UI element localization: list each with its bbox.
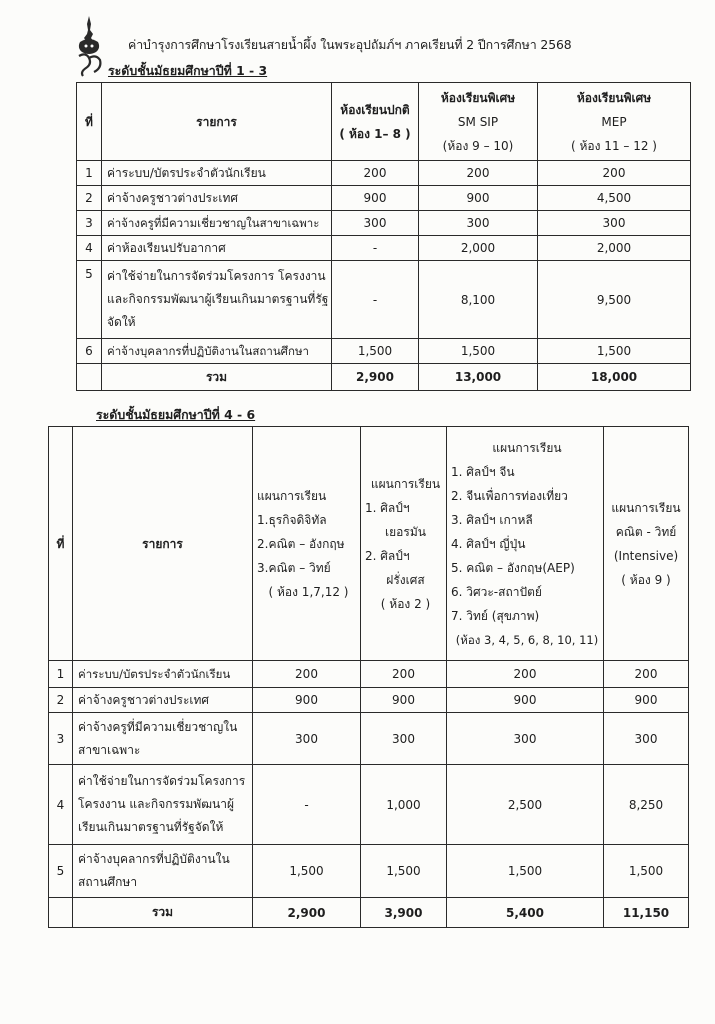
header-sm-sip: ห้องเรียนพิเศษ SM SIP (ห้อง 9 – 10) [419, 83, 538, 161]
section-heading-m1-3: ระดับชั้นมัธยมศึกษาปีที่ 1 - 3 [108, 63, 268, 78]
header-no: ที่ [77, 83, 102, 161]
table-row: 1 ค่าระบบ/บัตรประจำตัวนักเรียน 200 200 200 200 [49, 661, 689, 688]
table-header-row [49, 427, 689, 661]
table-total-row: รวม 2,900 13,000 18,000 [77, 364, 691, 391]
table-row: 5 ค่าใช้จ่ายในการจัดร่วมโครงการ โครงงาน และกิจกรรมพัฒนาผู้เรียนเกินมาตรฐานที่รัฐจัดให้ - 8,100 9,500 [77, 261, 691, 339]
table-total-row: รวม 2,900 3,900 5,400 11,150 [49, 898, 689, 928]
table-row: 3 ค่าจ้างครูที่มีความเชี่ยวชาญในสาขาเฉพาะ 300 300 300 [77, 211, 691, 236]
table-row: 1 ค่าระบบ/บัตรประจำตัวนักเรียน 200 200 200 [77, 161, 691, 186]
fee-table-m4-6 [48, 426, 689, 928]
table-row: 4 ค่าใช้จ่ายในการจัดร่วมโครงการ โครงงาน และกิจกรรมพัฒนาผู้เรียนเกินมาตรฐานที่รัฐจัดให้ - 1,000 2,500 8,250 [49, 765, 689, 845]
table-row: 2 ค่าจ้างครูชาวต่างประเทศ 900 900 900 900 [49, 688, 689, 713]
header-regular: ห้องเรียนปกติ ( ห้อง 1– 8 ) [332, 83, 419, 161]
header-plan-group-2: แผนการเรียน 1. ศิลป์ฯ เยอรมัน 2. ศิลป์ฯ ฝรั่งเศส ( ห้อง 2 ) [361, 427, 447, 661]
table-header-row [77, 83, 691, 161]
header-no: ที่ [49, 427, 73, 661]
school-emblem-icon [74, 16, 104, 78]
fee-table-m1-3 [76, 82, 691, 391]
table-row: 4 ค่าห้องเรียนปรับอากาศ - 2,000 2,000 [77, 236, 691, 261]
table-row: 6 ค่าจ้างบุคลากรที่ปฏิบัติงานในสถานศึกษา 1,500 1,500 1,500 [77, 339, 691, 364]
header-item: รายการ [102, 83, 332, 161]
section-heading-m4-6: ระดับชั้นมัธยมศึกษาปีที่ 4 - 6 [96, 407, 256, 422]
table-row: 3 ค่าจ้างครูที่มีความเชี่ยวชาญในสาขาเฉพาะ 300 300 300 300 [49, 713, 689, 765]
header-item: รายการ [73, 427, 253, 661]
table-row: 5 ค่าจ้างบุคลากรที่ปฏิบัติงานในสถานศึกษา 1,500 1,500 1,500 1,500 [49, 845, 689, 898]
header-plan-group-3: แผนการเรียน 1. ศิลป์ฯ จีน 2. จีนเพื่อการท่องเที่ยว 3. ศิลป์ฯ เกาหลี 4. ศิลป์ฯ ญี่ปุ่น 5. คณิต – อังกฤษ(AEP) 6. วิศวะ-สถาปัตย์ 7. วิทย์ (สุขภาพ) (ห้อง 3, 4, 5, 6, 8, 10, 11) [447, 427, 604, 661]
table-row: 2 ค่าจ้างครูชาวต่างประเทศ 900 900 4,500 [77, 186, 691, 211]
header-mep: ห้องเรียนพิเศษ MEP ( ห้อง 11 – 12 ) [538, 83, 691, 161]
header-plan-intensive: แผนการเรียน คณิต - วิทย์ (Intensive) ( ห้อง 9 ) [604, 427, 689, 661]
document-title: ค่าบำรุงการศึกษาโรงเรียนสายน้ำผึ้ง ในพระอุปถัมภ์ฯ ภาคเรียนที่ 2 ปีการศึกษา 2568 [128, 37, 572, 52]
header-plan-group-1: แผนการเรียน 1.ธุรกิจดิจิทัล 2.คณิต – อังกฤษ 3.คณิต – วิทย์ ( ห้อง 1,7,12 ) [253, 427, 361, 661]
